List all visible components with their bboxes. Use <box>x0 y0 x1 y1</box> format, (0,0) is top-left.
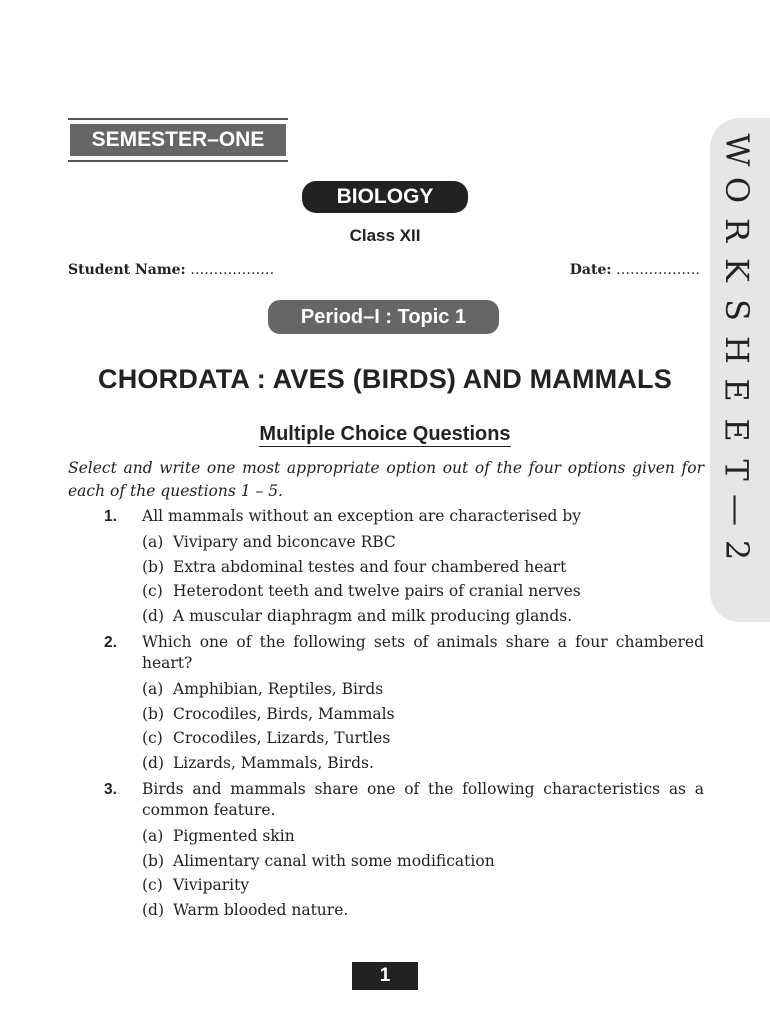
option-item <box>142 726 704 751</box>
option-item <box>142 677 704 702</box>
option-text: Lizards, Mammals, Birds. <box>173 753 374 772</box>
option-text: Crocodiles, Birds, Mammals <box>173 704 395 723</box>
question-text: Birds and mammals share one of the following characteristics as a common feature. <box>142 780 704 819</box>
worksheet-letter: K <box>718 258 756 282</box>
option-item <box>142 824 704 849</box>
option-list <box>142 530 704 628</box>
option-text: Extra abdominal testes and four chambered heart <box>173 557 567 576</box>
option-label: (c) <box>142 729 163 747</box>
option-label: (d) <box>142 606 165 625</box>
worksheet-letter: W <box>717 133 756 167</box>
option-text: Heterodont teeth and twelve pairs of cranial nerves <box>173 582 581 600</box>
option-item <box>142 604 704 629</box>
date-label: Date: <box>569 262 612 278</box>
worksheet-side-label <box>710 130 764 570</box>
option-label: (a) <box>142 533 164 551</box>
worksheet-letter: O <box>717 176 756 204</box>
question-item <box>104 632 704 775</box>
option-label: (a) <box>142 680 164 698</box>
option-item <box>142 579 704 604</box>
date-blank: ……………… <box>616 262 700 278</box>
option-text: Crocodiles, Lizards, Turtles <box>173 729 391 747</box>
question-list <box>104 506 704 922</box>
option-label: (d) <box>142 753 165 772</box>
option-text: Viviparity <box>173 876 250 894</box>
worksheet-letter: — <box>718 494 756 526</box>
student-name-label: Student Name: <box>68 262 186 278</box>
option-text: Pigmented skin <box>173 827 295 845</box>
option-item <box>142 555 704 580</box>
option-list <box>142 677 704 775</box>
semester-banner <box>68 118 288 162</box>
instruction-text: Select and write one most appropriate option out of the four options given for each of the questions 1 – 5. <box>68 459 704 500</box>
worksheet-letter: E <box>717 378 756 402</box>
option-item <box>142 898 704 923</box>
option-text: Amphibian, Reptiles, Birds <box>173 680 384 698</box>
question-number: 3. <box>104 781 117 798</box>
section-title: Multiple Choice Questions <box>259 423 511 445</box>
worksheet-letter: H <box>718 336 756 364</box>
date-field <box>570 262 700 278</box>
option-text: Vivipary and biconcave RBC <box>173 533 396 551</box>
question-text: Which one of the following sets of animals share a four chambered heart? <box>142 633 704 672</box>
option-label: (d) <box>142 900 165 919</box>
option-item <box>142 702 704 727</box>
option-text: Alimentary canal with some modification <box>173 851 495 870</box>
worksheet-letter: R <box>718 217 756 243</box>
page-number: 1 <box>352 962 418 990</box>
question-number: 2. <box>104 634 117 651</box>
worksheet-letter: T <box>718 459 756 481</box>
question-item <box>104 779 704 922</box>
option-item <box>142 751 704 776</box>
question-item <box>104 506 704 628</box>
option-label: (b) <box>142 851 165 870</box>
section-heading <box>0 423 770 446</box>
worksheet-letter: E <box>717 418 756 442</box>
option-item <box>142 849 704 874</box>
chapter-title: CHORDATA : AVES (BIRDS) AND MAMMALS <box>98 364 672 394</box>
option-label: (a) <box>142 827 164 845</box>
option-text: A muscular diaphragm and milk producing glands. <box>173 606 573 625</box>
subject-badge: BIOLOGY <box>302 181 468 213</box>
class-label: Class XII <box>349 226 421 245</box>
option-list <box>142 824 704 922</box>
period-topic-badge: Period–I : Topic 1 <box>268 300 499 334</box>
worksheet-letter: 2 <box>717 539 756 561</box>
worksheet-letter: S <box>717 299 756 321</box>
student-name-field <box>68 262 274 278</box>
question-text: All mammals without an exception are characterised by <box>142 507 582 525</box>
student-name-blank: ……………… <box>190 262 275 278</box>
option-label: (c) <box>142 582 163 600</box>
option-label: (b) <box>142 704 165 723</box>
question-number: 1. <box>104 508 117 525</box>
option-label: (c) <box>142 876 163 894</box>
option-item <box>142 530 704 555</box>
option-label: (b) <box>142 557 165 576</box>
option-text: Warm blooded nature. <box>173 900 349 919</box>
option-item <box>142 873 704 898</box>
semester-label: SEMESTER–ONE <box>70 123 286 157</box>
